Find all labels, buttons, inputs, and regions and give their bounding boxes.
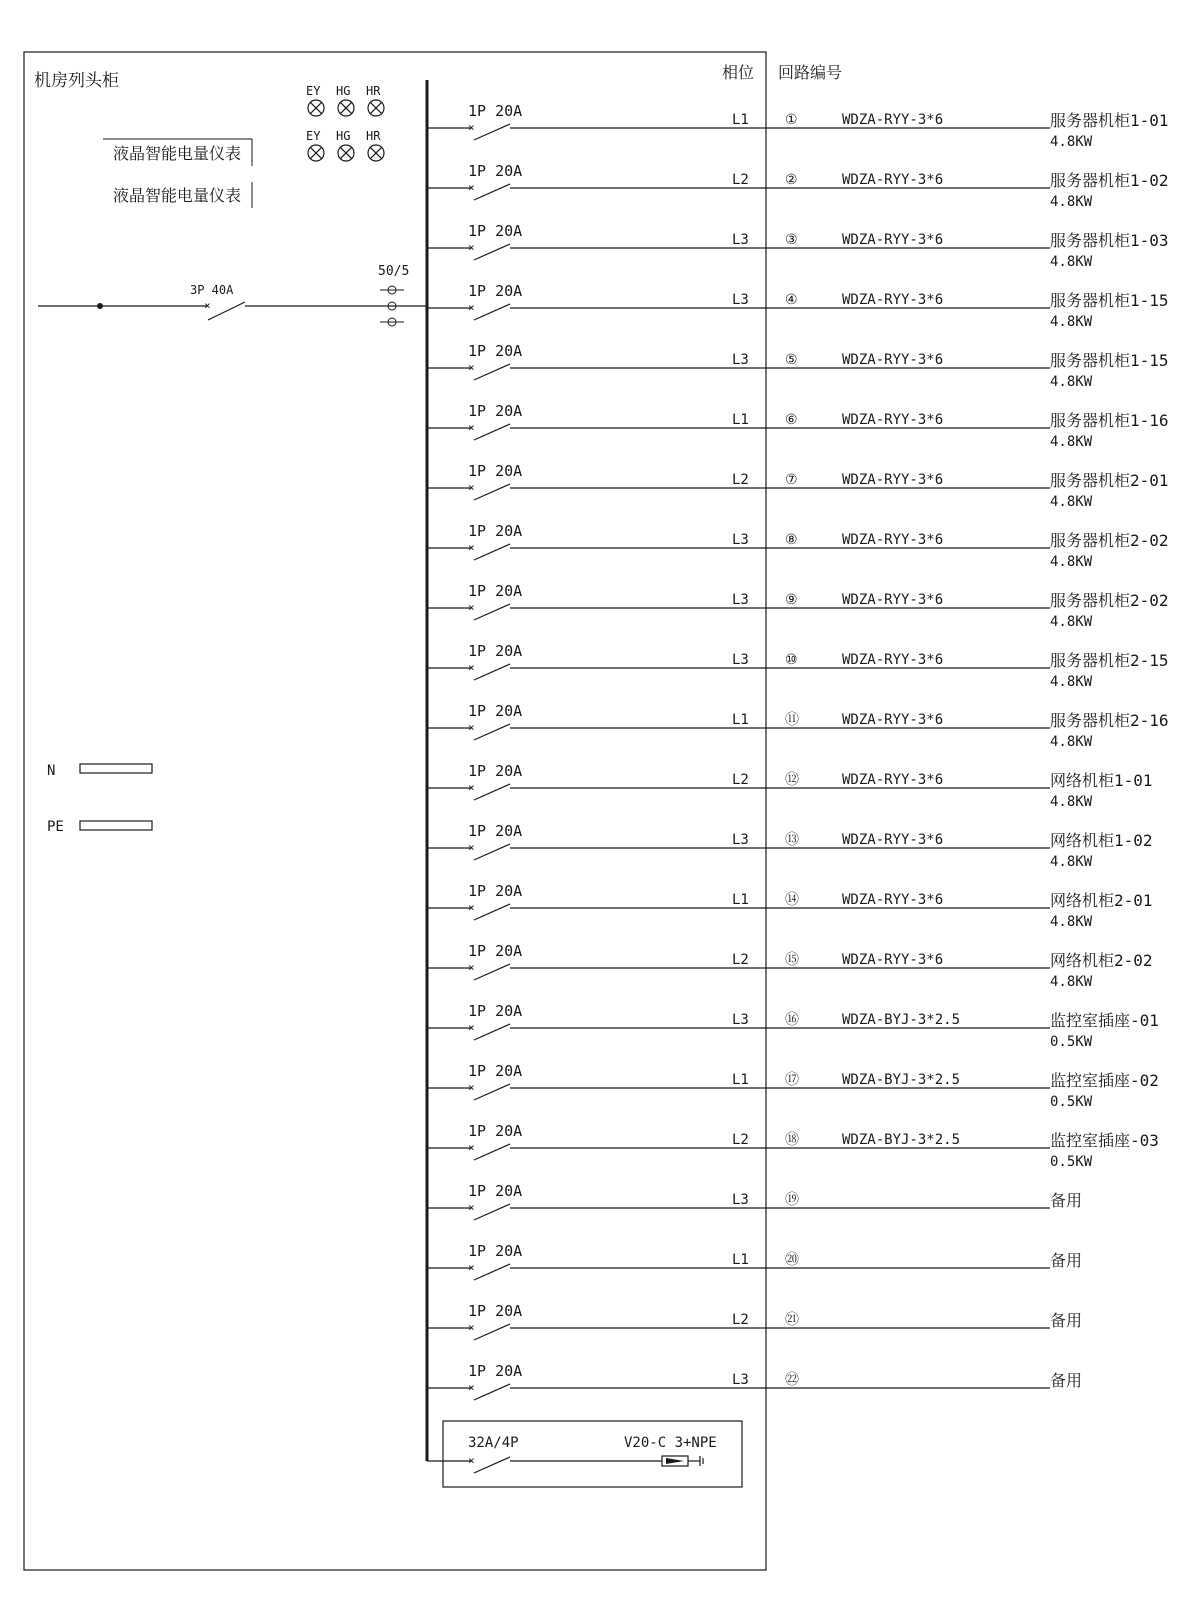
cable-spec: WDZA-RYY-3*6 bbox=[842, 832, 944, 848]
n-bar-label: N bbox=[47, 763, 56, 779]
lamp-label-ey: EY bbox=[306, 84, 321, 98]
breaker-rating: 1P 20A bbox=[468, 942, 523, 960]
lamp-icon bbox=[308, 100, 324, 116]
circuit-number: ⑦ bbox=[785, 472, 798, 488]
breaker-contact bbox=[474, 844, 510, 860]
surge-protector bbox=[427, 1421, 742, 1487]
breaker-rating: 1P 20A bbox=[468, 102, 523, 120]
phase-label: L3 bbox=[732, 232, 749, 248]
breaker-trip-icon: × bbox=[468, 901, 475, 914]
breaker-rating: 1P 20A bbox=[468, 882, 523, 900]
load-power: 0.5KW bbox=[1050, 1034, 1093, 1050]
breaker-rating: 1P 20A bbox=[468, 822, 523, 840]
circuit-number: ⑯ bbox=[785, 1012, 799, 1028]
lamp-label-hr: HR bbox=[366, 129, 381, 143]
load-power: 4.8KW bbox=[1050, 254, 1093, 270]
breaker-trip-icon: × bbox=[468, 541, 475, 554]
breaker-trip-icon: × bbox=[468, 661, 475, 674]
load-name: 服务器机柜1-02 bbox=[1050, 171, 1169, 190]
header-circuit-no: 回路编号 bbox=[778, 63, 843, 82]
circuit-number: ⑪ bbox=[785, 712, 799, 728]
lamp-label-hg: HG bbox=[336, 129, 351, 143]
breaker-rating: 1P 20A bbox=[468, 462, 523, 480]
breaker-rating: 1P 20A bbox=[468, 1362, 523, 1380]
cable-spec: WDZA-RYY-3*6 bbox=[842, 712, 944, 728]
phase-label: L3 bbox=[732, 1372, 749, 1388]
breaker-contact bbox=[474, 244, 510, 260]
load-power: 4.8KW bbox=[1050, 554, 1093, 570]
phase-label: L3 bbox=[732, 652, 749, 668]
load-name: 网络机柜1-01 bbox=[1050, 771, 1153, 790]
load-power: 4.8KW bbox=[1050, 314, 1093, 330]
breaker-contact bbox=[474, 424, 510, 440]
cable-spec: WDZA-BYJ-3*2.5 bbox=[842, 1072, 961, 1088]
breaker-contact bbox=[474, 364, 510, 380]
breaker-trip-icon: × bbox=[468, 1081, 475, 1094]
breaker-contact bbox=[474, 1024, 510, 1040]
cable-spec: WDZA-RYY-3*6 bbox=[842, 472, 944, 488]
breaker-contact bbox=[474, 784, 510, 800]
lamp-icon bbox=[368, 145, 384, 161]
cable-spec: WDZA-RYY-3*6 bbox=[842, 412, 944, 428]
breaker-trip-icon: × bbox=[468, 1381, 475, 1394]
breaker-rating: 1P 20A bbox=[468, 162, 523, 180]
circuit-number: ⑬ bbox=[785, 832, 799, 848]
cable-spec: WDZA-RYY-3*6 bbox=[842, 112, 944, 128]
circuit-number: ⑤ bbox=[785, 352, 798, 368]
phase-label: L3 bbox=[732, 1012, 749, 1028]
breaker-rating: 1P 20A bbox=[468, 222, 523, 240]
circuit-number: ⑩ bbox=[785, 652, 798, 668]
breaker-contact bbox=[474, 1144, 510, 1160]
circuit-number: ② bbox=[785, 172, 798, 188]
breaker-rating: 1P 20A bbox=[468, 1122, 523, 1140]
breaker-contact bbox=[474, 184, 510, 200]
spd-box bbox=[443, 1421, 742, 1487]
breaker-contact bbox=[474, 604, 510, 620]
breaker-contact bbox=[474, 1264, 510, 1280]
load-name: 备用 bbox=[1050, 1311, 1083, 1330]
main-breaker-contact bbox=[208, 302, 245, 320]
breaker-trip-icon: × bbox=[468, 421, 475, 434]
breaker-contact bbox=[474, 1204, 510, 1220]
phase-label: L1 bbox=[732, 892, 749, 908]
cable-spec: WDZA-BYJ-3*2.5 bbox=[842, 1132, 961, 1148]
circuit-number: ① bbox=[785, 112, 798, 128]
load-power: 4.8KW bbox=[1050, 914, 1093, 930]
phase-label: L3 bbox=[732, 832, 749, 848]
phase-label: L2 bbox=[732, 772, 749, 788]
panel-title: 机房列头柜 bbox=[34, 71, 119, 91]
cable-spec: WDZA-RYY-3*6 bbox=[842, 232, 944, 248]
load-power: 4.8KW bbox=[1050, 434, 1093, 450]
breaker-rating: 1P 20A bbox=[468, 1002, 523, 1020]
phase-label: L2 bbox=[732, 172, 749, 188]
load-name: 服务器机柜2-15 bbox=[1050, 651, 1169, 670]
pe-bar-label: PE bbox=[47, 819, 64, 835]
pe-busbar bbox=[80, 821, 152, 830]
outgoing-circuits bbox=[427, 102, 1169, 1400]
load-power: 0.5KW bbox=[1050, 1154, 1093, 1170]
breaker-contact bbox=[474, 484, 510, 500]
breaker-trip-icon: × bbox=[468, 241, 475, 254]
circuit-number: ⑲ bbox=[785, 1192, 799, 1208]
load-power: 4.8KW bbox=[1050, 674, 1093, 690]
load-name: 监控室插座-01 bbox=[1050, 1011, 1159, 1030]
breaker-trip-icon: × bbox=[468, 1141, 475, 1154]
breaker-rating: 1P 20A bbox=[468, 582, 523, 600]
breaker-trip-icon: × bbox=[468, 1321, 475, 1334]
circuit-number: ⑫ bbox=[785, 772, 799, 788]
breaker-trip-icon: × bbox=[468, 301, 475, 314]
breaker-rating: 1P 20A bbox=[468, 1302, 523, 1320]
circuit-number: ⑥ bbox=[785, 412, 798, 428]
load-name: 服务器机柜1-03 bbox=[1050, 231, 1169, 250]
load-name: 服务器机柜1-15 bbox=[1050, 291, 1169, 310]
phase-label: L3 bbox=[732, 592, 749, 608]
breaker-contact bbox=[474, 544, 510, 560]
indicator-lamps-bottom bbox=[306, 129, 384, 161]
breaker-trip-icon: × bbox=[468, 841, 475, 854]
breaker-contact bbox=[474, 964, 510, 980]
phase-label: L1 bbox=[732, 412, 749, 428]
breaker-rating: 1P 20A bbox=[468, 702, 523, 720]
lamp-icon bbox=[368, 100, 384, 116]
phase-label: L2 bbox=[732, 1312, 749, 1328]
load-power: 4.8KW bbox=[1050, 614, 1093, 630]
load-name: 服务器机柜1-16 bbox=[1050, 411, 1169, 430]
lamp-icon bbox=[308, 145, 324, 161]
breaker-trip-icon: × bbox=[468, 601, 475, 614]
breaker-trip-icon: × bbox=[468, 1261, 475, 1274]
load-power: 4.8KW bbox=[1050, 794, 1093, 810]
phase-label: L3 bbox=[732, 352, 749, 368]
phase-label: L1 bbox=[732, 1072, 749, 1088]
breaker-contact bbox=[474, 124, 510, 140]
load-name: 备用 bbox=[1050, 1371, 1083, 1390]
load-power: 4.8KW bbox=[1050, 854, 1093, 870]
breaker-rating: 1P 20A bbox=[468, 282, 523, 300]
load-power: 4.8KW bbox=[1050, 734, 1093, 750]
cable-spec: WDZA-RYY-3*6 bbox=[842, 352, 944, 368]
breaker-rating: 1P 20A bbox=[468, 1062, 523, 1080]
load-name: 备用 bbox=[1050, 1251, 1083, 1270]
lamp-label-hr: HR bbox=[366, 84, 381, 98]
lamp-label-ey: EY bbox=[306, 129, 321, 143]
svg-text:×: × bbox=[468, 1454, 475, 1467]
breaker-contact bbox=[474, 904, 510, 920]
breaker-contact bbox=[474, 724, 510, 740]
circuit-number: ④ bbox=[785, 292, 798, 308]
spd-breaker-label: 32A/4P bbox=[468, 1435, 519, 1451]
circuit-number: ㉒ bbox=[785, 1372, 799, 1388]
breaker-rating: 1P 20A bbox=[468, 522, 523, 540]
load-power: 0.5KW bbox=[1050, 1094, 1093, 1110]
load-name: 服务器机柜2-01 bbox=[1050, 471, 1169, 490]
circuit-number: ⑮ bbox=[785, 952, 799, 968]
spd-icon bbox=[662, 1456, 703, 1466]
circuit-number: ⑧ bbox=[785, 532, 798, 548]
breaker-trip-icon: × bbox=[468, 961, 475, 974]
breaker-trip-icon: × bbox=[468, 121, 475, 134]
breaker-rating: 1P 20A bbox=[468, 1182, 523, 1200]
meter-label: 液晶智能电量仪表 bbox=[113, 186, 242, 205]
load-power: 4.8KW bbox=[1050, 194, 1093, 210]
cable-spec: WDZA-RYY-3*6 bbox=[842, 952, 944, 968]
breaker-rating: 1P 20A bbox=[468, 402, 523, 420]
lamp-label-hg: HG bbox=[336, 84, 351, 98]
circuit-number: ⑰ bbox=[785, 1072, 799, 1088]
breaker-trip-icon: × bbox=[468, 721, 475, 734]
circuit-number: ⑭ bbox=[785, 892, 799, 908]
circuit-number: ⑱ bbox=[785, 1132, 799, 1148]
indicator-lamps-top bbox=[306, 84, 384, 116]
load-name: 服务器机柜2-02 bbox=[1050, 591, 1169, 610]
cable-spec: WDZA-RYY-3*6 bbox=[842, 292, 944, 308]
breaker-trip-icon: × bbox=[468, 1201, 475, 1214]
phase-label: L1 bbox=[732, 1252, 749, 1268]
load-name: 网络机柜2-02 bbox=[1050, 951, 1153, 970]
load-name: 备用 bbox=[1050, 1191, 1083, 1210]
circuit-number: ⑨ bbox=[785, 592, 798, 608]
phase-label: L1 bbox=[732, 112, 749, 128]
load-power: 4.8KW bbox=[1050, 974, 1093, 990]
phase-label: L2 bbox=[732, 1132, 749, 1148]
cable-spec: WDZA-RYY-3*6 bbox=[842, 592, 944, 608]
main-breaker-label: 3P 40A bbox=[190, 283, 234, 297]
main-breaker-x: × bbox=[204, 299, 211, 312]
cable-spec: WDZA-RYY-3*6 bbox=[842, 772, 944, 788]
phase-label: L3 bbox=[732, 532, 749, 548]
breaker-rating: 1P 20A bbox=[468, 1242, 523, 1260]
phase-label: L3 bbox=[732, 292, 749, 308]
breaker-rating: 1P 20A bbox=[468, 762, 523, 780]
breaker-trip-icon: × bbox=[468, 361, 475, 374]
lamp-icon bbox=[338, 145, 354, 161]
breaker-trip-icon: × bbox=[468, 1021, 475, 1034]
load-power: 4.8KW bbox=[1050, 494, 1093, 510]
cable-spec: WDZA-RYY-3*6 bbox=[842, 652, 944, 668]
load-power: 4.8KW bbox=[1050, 374, 1093, 390]
spd-label: V20-C 3+NPE bbox=[624, 1435, 717, 1451]
incoming-feeder bbox=[38, 264, 427, 326]
n-busbar bbox=[80, 764, 152, 773]
load-name: 服务器机柜2-02 bbox=[1050, 531, 1169, 550]
cable-spec: WDZA-BYJ-3*2.5 bbox=[842, 1012, 961, 1028]
breaker-contact bbox=[474, 1324, 510, 1340]
phase-label: L1 bbox=[732, 712, 749, 728]
breaker-rating: 1P 20A bbox=[468, 642, 523, 660]
junction-dot bbox=[97, 303, 103, 309]
load-name: 网络机柜1-02 bbox=[1050, 831, 1153, 850]
load-name: 服务器机柜1-15 bbox=[1050, 351, 1169, 370]
breaker-contact bbox=[474, 1084, 510, 1100]
load-name: 服务器机柜2-16 bbox=[1050, 711, 1169, 730]
load-name: 监控室插座-02 bbox=[1050, 1071, 1159, 1090]
breaker-trip-icon: × bbox=[468, 781, 475, 794]
load-name: 网络机柜2-01 bbox=[1050, 891, 1153, 910]
breaker-trip-icon: × bbox=[468, 181, 475, 194]
phase-label: L2 bbox=[732, 472, 749, 488]
spd-breaker-contact bbox=[474, 1457, 510, 1473]
circuit-number: ㉑ bbox=[785, 1312, 799, 1328]
meter-label: 液晶智能电量仪表 bbox=[113, 144, 242, 163]
breaker-contact bbox=[474, 304, 510, 320]
circuit-number: ③ bbox=[785, 232, 798, 248]
phase-label: L2 bbox=[732, 952, 749, 968]
phase-label: L3 bbox=[732, 1192, 749, 1208]
lamp-icon bbox=[338, 100, 354, 116]
cable-spec: WDZA-RYY-3*6 bbox=[842, 172, 944, 188]
breaker-trip-icon: × bbox=[468, 481, 475, 494]
ct-ratio-label: 50/5 bbox=[378, 264, 410, 279]
panel-frame bbox=[24, 52, 766, 1570]
load-name: 服务器机柜1-01 bbox=[1050, 111, 1169, 130]
cable-spec: WDZA-RYY-3*6 bbox=[842, 532, 944, 548]
load-name: 监控室插座-03 bbox=[1050, 1131, 1159, 1150]
breaker-contact bbox=[474, 1384, 510, 1400]
circuit-number: ⑳ bbox=[785, 1252, 799, 1268]
cable-spec: WDZA-RYY-3*6 bbox=[842, 892, 944, 908]
breaker-rating: 1P 20A bbox=[468, 342, 523, 360]
breaker-contact bbox=[474, 664, 510, 680]
header-phase: 相位 bbox=[722, 63, 755, 82]
load-power: 4.8KW bbox=[1050, 134, 1093, 150]
